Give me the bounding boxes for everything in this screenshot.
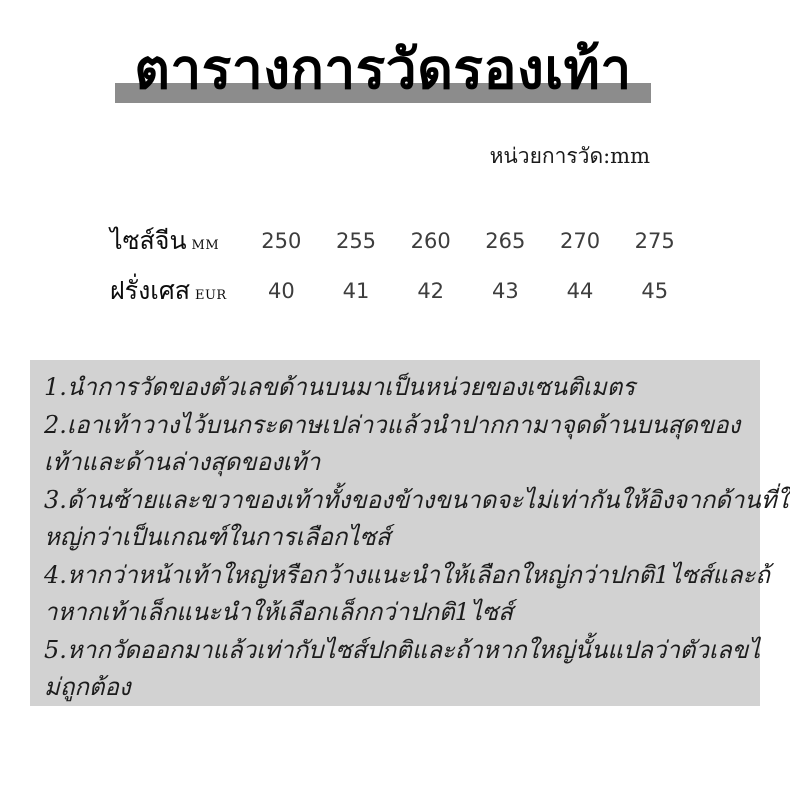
table-row-eur-size	[110, 266, 692, 316]
row-label	[110, 221, 244, 261]
size-value: 265	[485, 229, 526, 253]
row-label-text: ฝรั่งเศส	[110, 276, 190, 305]
size-value: 270	[559, 229, 601, 253]
table-row-china-size	[110, 216, 692, 266]
row-unit-label: EUR	[194, 288, 227, 303]
instruction-line: 2.เอาเท้าวางไว้บนกระดาษเปล่าวแล้วนำปากกามาจุดด้านบนสุดของ	[44, 410, 741, 439]
instruction-line: ม่ถูกต้อง	[44, 673, 131, 701]
measurement-unit-note: หน่วยการวัด:mm	[489, 144, 650, 168]
size-value: 43	[491, 279, 519, 303]
row-unit-label: MM	[191, 238, 220, 253]
instructions-box	[30, 360, 789, 706]
size-value: 45	[641, 279, 669, 303]
size-value: 255	[335, 229, 377, 253]
instruction-line: 1.นำการวัดของตัวเลขด้านบนมาเป็นหน่วยของเซนติเมตร	[44, 373, 636, 401]
size-value: 275	[634, 229, 675, 253]
size-value: 260	[410, 229, 451, 253]
instruction-line: 3.ด้านซ้ายและขวาของเท้าทั้งของข้างขนาดจะไม่เท่ากันให้อิงจากด้านที่ใ	[44, 485, 789, 514]
size-value: 42	[417, 279, 445, 303]
instruction-line: 4.หากว่าหน้าเท้าใหญ่หรือกว้างแนะนำให้เลือกใหญ่กว่าปกติ1ไซส์และถ้	[44, 560, 770, 589]
instruction-line: าหากเท้าเล็กแนะนำให้เลือกเล็กกว่าปกติ1ไซส์	[44, 598, 513, 626]
instruction-line: เท้าและด้านล่างสุดของเท้า	[44, 448, 321, 476]
size-value: 44	[566, 279, 594, 303]
size-value: 41	[342, 279, 370, 303]
row-label	[110, 271, 244, 311]
instruction-line: 5.หากวัดออกมาแล้วเท่ากับไซส์ปกติและถ้าหากใหญ่นั้นแปลว่าตัวเลขไ	[44, 635, 761, 664]
size-table	[110, 216, 692, 316]
row-label-text: ไซส์จีน	[110, 226, 187, 255]
instruction-line: หญ่กว่าเป็นเกณฑ์ในการเลือกไซส์	[44, 523, 391, 551]
size-value: 40	[267, 279, 295, 303]
size-value: 250	[261, 229, 302, 253]
page-title: ตารางการวัดรองเท้า	[134, 36, 632, 101]
